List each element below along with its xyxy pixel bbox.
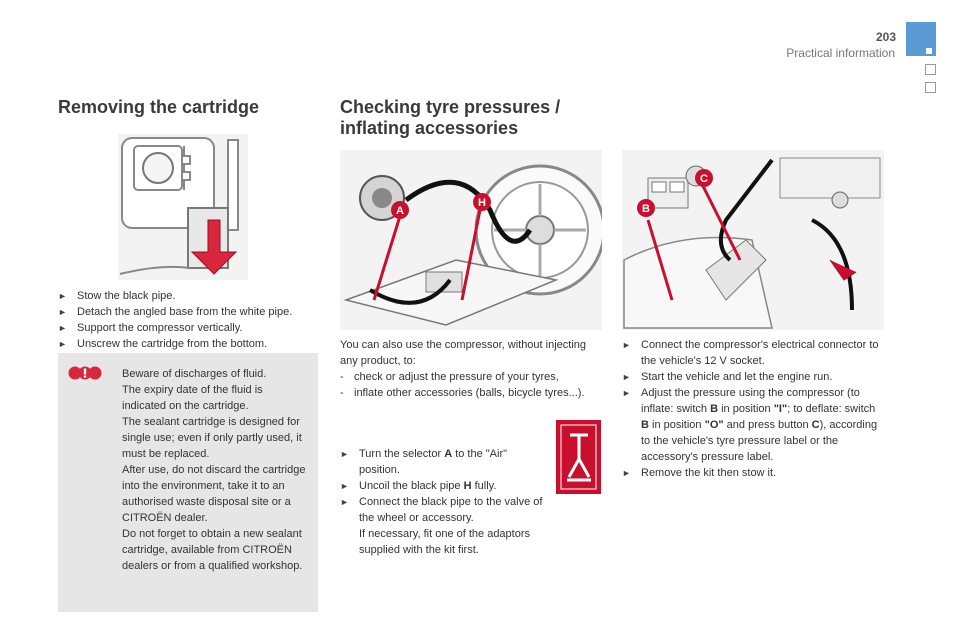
tab-box-1 bbox=[925, 64, 936, 75]
left-step-4: ► Unscrew the cartridge from the bottom. bbox=[58, 338, 268, 350]
section-title: Practical information bbox=[786, 46, 895, 60]
tab-marker bbox=[926, 48, 932, 54]
middle-intro: You can also use the compressor, without injecting any product, to: bbox=[340, 339, 587, 367]
bullet-arrow-icon: ► bbox=[622, 468, 631, 478]
warning-line-4: After use, do not discard the cartridge into the environment, take it to an authorised waste disposal site or a CITROËN dealer. bbox=[122, 464, 306, 524]
bullet-arrow-icon: ► bbox=[340, 481, 349, 491]
warning-line-5: Do not forget to obtain a new sealant cartridge, available from CITROËN dealers or from a qualified workshop. bbox=[122, 528, 303, 572]
left-steps bbox=[58, 288, 323, 352]
callout-h: H bbox=[478, 197, 486, 209]
use-item-1: - check or adjust the pressure of your tyres, bbox=[340, 371, 559, 383]
right-step-4: ► Remove the kit then stow it. bbox=[622, 467, 777, 479]
bullet-arrow-icon: ► bbox=[622, 372, 631, 382]
socket-illustration bbox=[622, 150, 884, 330]
bullet-arrow-icon: ► bbox=[340, 449, 349, 459]
right-step-3: ► Adjust the pressure using the compressor (to inflate: switch B in position "I"; to deflate: switch B in position "O" and press button C), according to the vehicle's tyre pressure label or the accessory's pressure label. bbox=[622, 387, 878, 463]
middle-title-line-2: inflating accessories bbox=[340, 118, 519, 138]
middle-title bbox=[340, 97, 610, 139]
warning-line-2: The expiry date of the fluid is indicated on the cartridge. bbox=[122, 384, 263, 412]
middle-intro-block bbox=[340, 337, 602, 401]
bullet-arrow-icon: ► bbox=[58, 323, 67, 333]
callout-a: A bbox=[396, 205, 404, 217]
warning-text bbox=[122, 366, 308, 574]
right-step-2: ► Start the vehicle and let the engine run. bbox=[622, 371, 833, 383]
warning-line-3: The sealant cartridge is designed for single use; even if only partly used, it must be replaced. bbox=[122, 416, 302, 460]
callout-c: C bbox=[700, 173, 708, 185]
warning-exclamation-icon bbox=[68, 366, 102, 385]
tab-box-2 bbox=[925, 82, 936, 93]
middle-steps bbox=[340, 446, 545, 558]
bullet-arrow-icon: ► bbox=[58, 339, 67, 349]
middle-step-2: ► Uncoil the black pipe H fully. bbox=[340, 480, 497, 492]
right-step-1: ► Connect the compressor's electrical connector to the vehicle's 12 V socket. bbox=[622, 339, 879, 367]
callout-b: B bbox=[642, 203, 650, 215]
bullet-arrow-icon: ► bbox=[58, 291, 67, 301]
middle-step-1: ► Turn the selector A to the "Air" position. bbox=[340, 448, 508, 476]
page-number: 203 bbox=[875, 30, 896, 44]
bullet-arrow-icon: ► bbox=[340, 497, 349, 507]
right-steps bbox=[622, 337, 884, 481]
middle-step-3: ► Connect the black pipe to the valve of the wheel or accessory. If necessary, fit one of the adaptors supplied with the kit first. bbox=[340, 496, 543, 556]
warning-line-1: Beware of discharges of fluid. bbox=[122, 368, 267, 380]
middle-title-line-1: Checking tyre pressures / bbox=[340, 97, 561, 117]
left-title: Removing the cartridge bbox=[58, 97, 260, 117]
cartridge-illustration bbox=[118, 134, 248, 280]
use-item-2: - inflate other accessories (balls, bicycle tyres...). bbox=[340, 387, 585, 399]
bullet-arrow-icon: ► bbox=[58, 307, 67, 317]
left-step-2: ► Detach the angled base from the white pipe. bbox=[58, 306, 293, 318]
left-step-1: ► Stow the black pipe. bbox=[58, 290, 176, 302]
bullet-arrow-icon: ► bbox=[622, 388, 631, 398]
bullet-arrow-icon: ► bbox=[622, 340, 631, 350]
left-step-3: ► Support the compressor vertically. bbox=[58, 322, 243, 334]
jack-tool-icon bbox=[556, 420, 601, 494]
middle-step-3-note: If necessary, fit one of the adaptors supplied with the kit first. bbox=[359, 528, 531, 556]
compressor-illustration bbox=[340, 150, 602, 330]
